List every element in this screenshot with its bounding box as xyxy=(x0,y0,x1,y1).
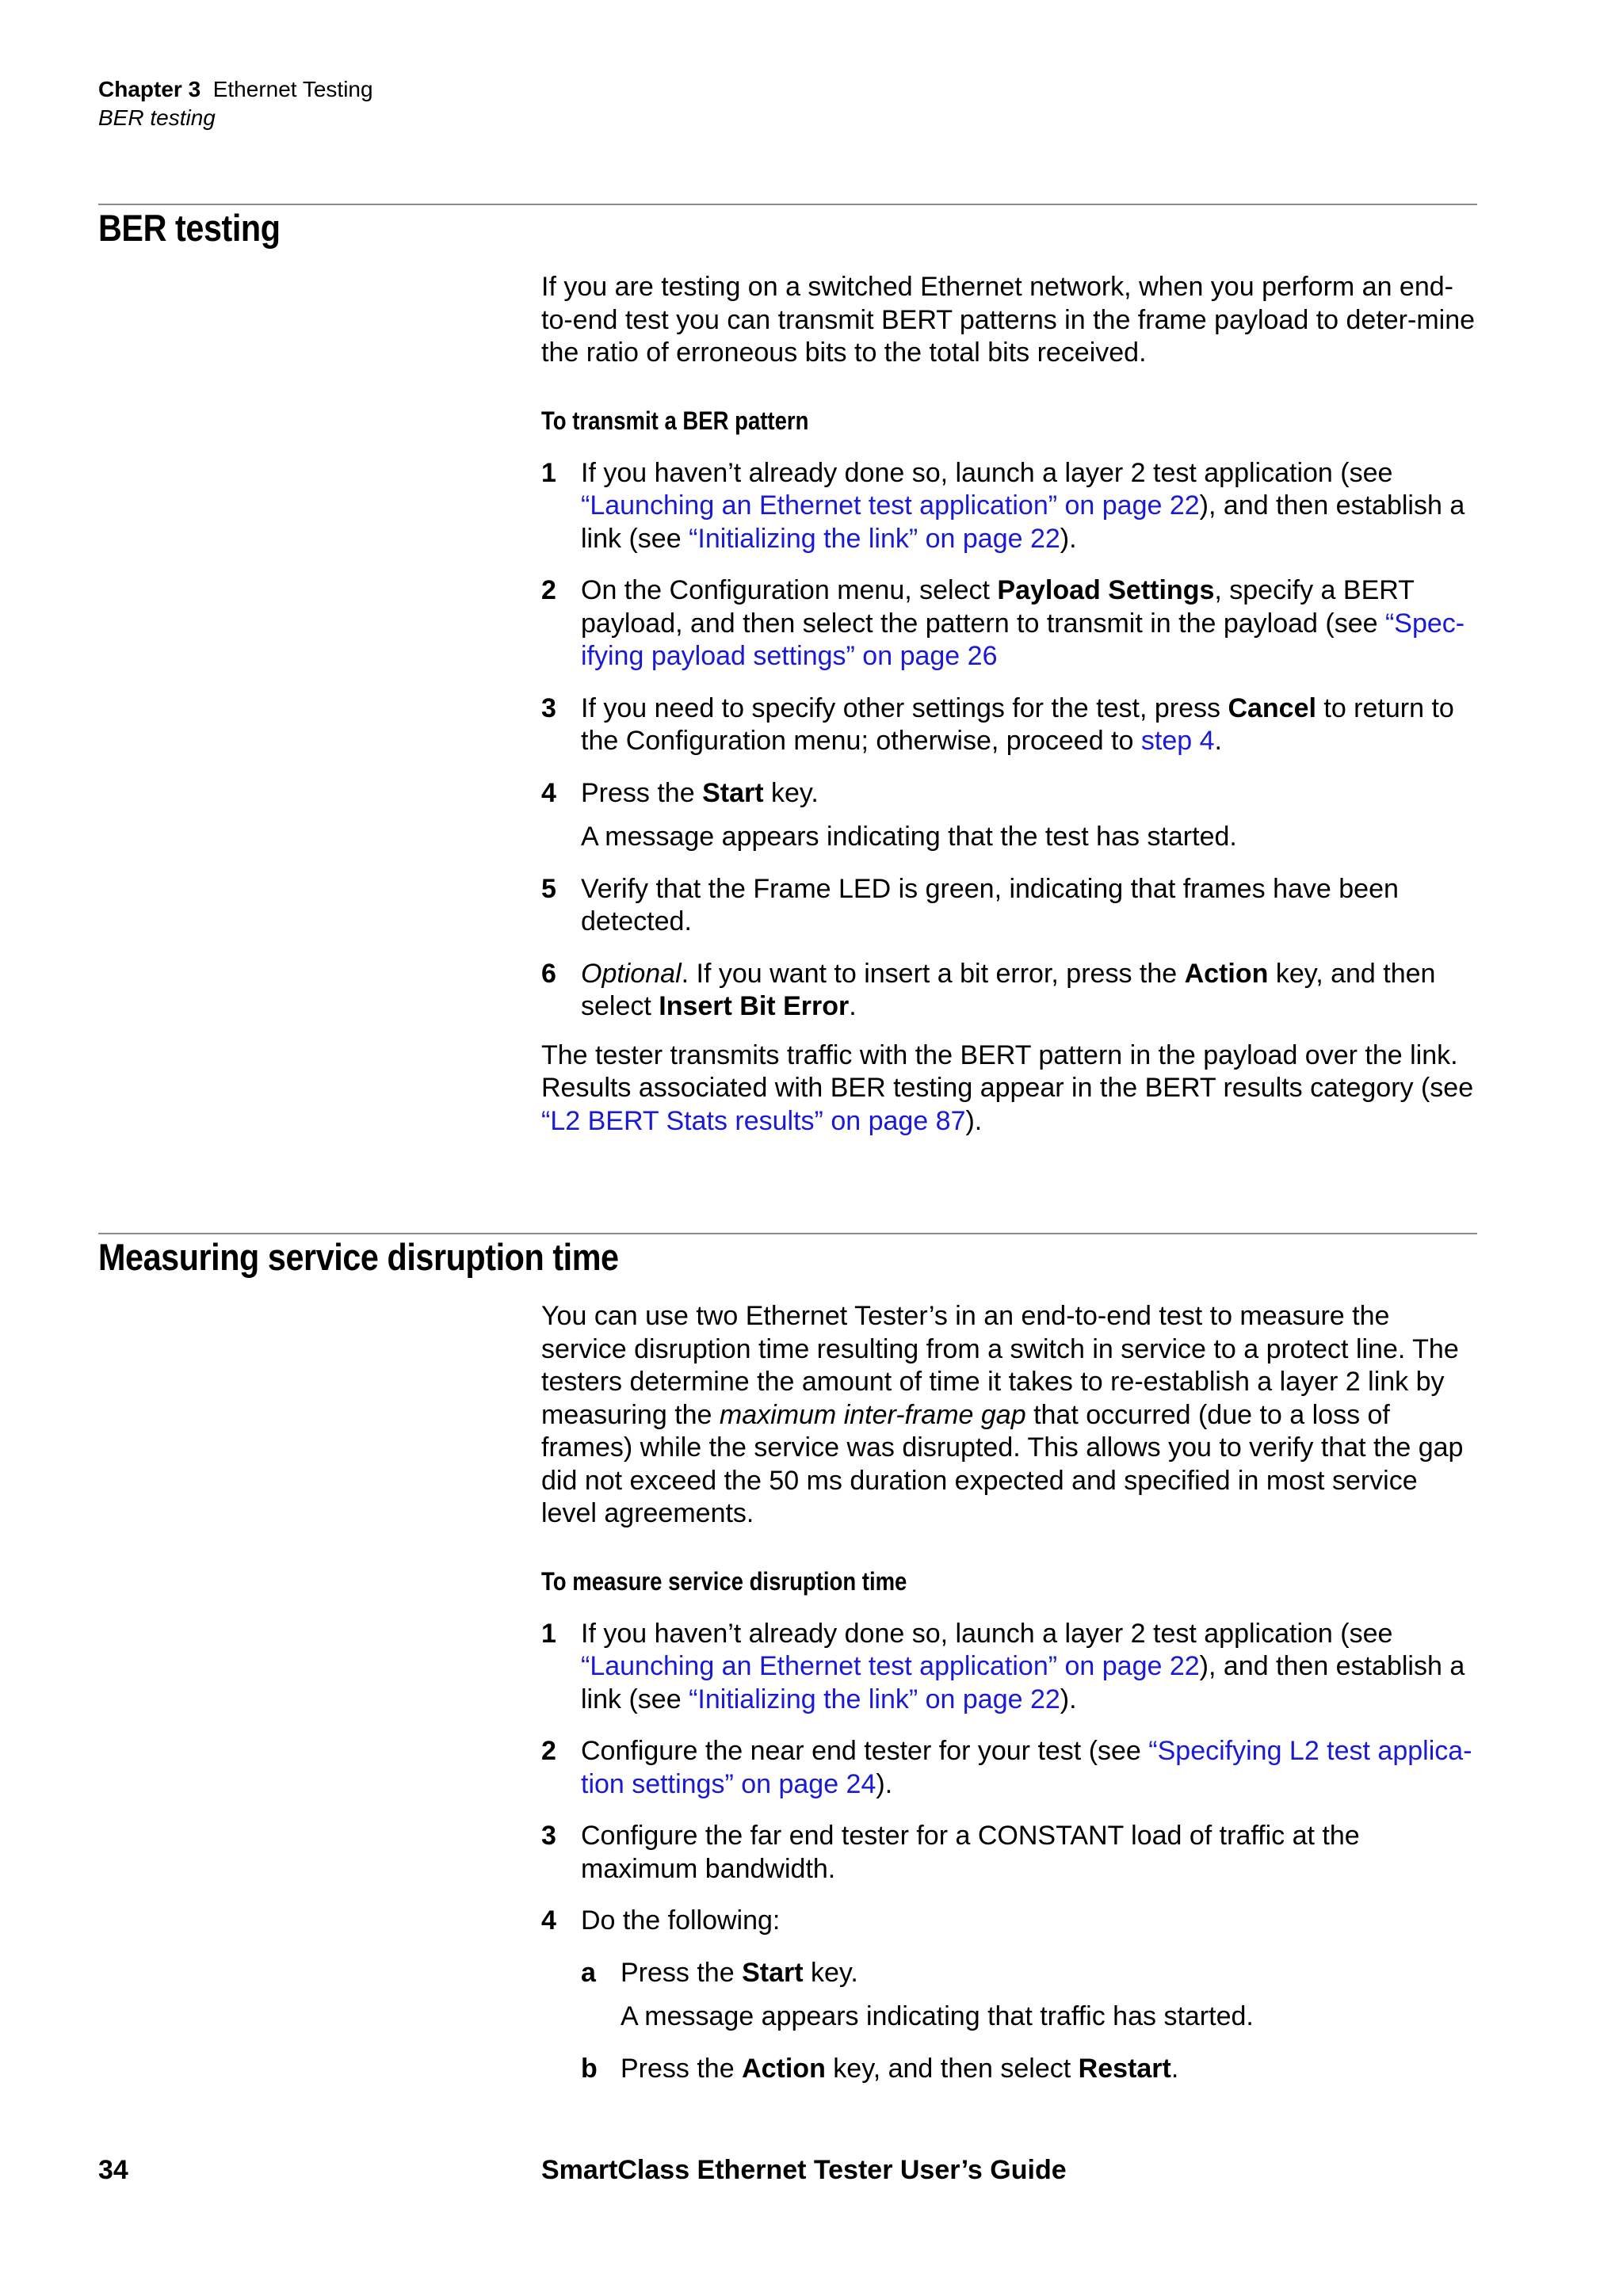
step-text: . If you want to insert a bit error, press the xyxy=(681,958,1185,989)
ber-section-body xyxy=(541,271,1477,1138)
step-text: , specify a BERT payload, and then select the pattern to transmit in the payload (see xyxy=(581,575,1415,639)
step-number: 1 xyxy=(541,457,556,488)
step-number: 4 xyxy=(541,777,556,808)
step-text: Verify that the Frame LED is green, indicating that frames have been detected. xyxy=(581,873,1399,936)
disruption-substep-list xyxy=(581,1957,1477,2086)
step-text: Configure the far end tester for a CONSTANT load of traffic at the maximum bandwidth. xyxy=(581,1821,1360,1884)
step-text: ), and then establish a link (see xyxy=(581,1651,1465,1714)
disruption-step-2 xyxy=(541,1735,1477,1801)
ber-step-list xyxy=(541,457,1477,1024)
step-result: A message appears indicating that the test has started. xyxy=(581,822,1237,852)
ber-procedure-title: To transmit a BER pattern xyxy=(541,406,809,435)
disruption-intro-paragraph xyxy=(541,1300,1477,1531)
step-number: 2 xyxy=(541,1736,556,1766)
paragraph-text: that occurred (due to a loss of frames) while the service was disrupted. This allows you to verify that the gap did not exceed the 50 ms duration expected and specified in most service level agreements. xyxy=(541,1399,1464,1528)
step-number: 2 xyxy=(541,575,556,605)
ber-step-3 xyxy=(541,692,1477,758)
link-l2-bert-stats-results[interactable]: “L2 BERT Stats results” on page 87 xyxy=(541,1105,966,1136)
link-specifying-payload-settings[interactable]: “Spec-ifying payload settings” on page 26 xyxy=(581,608,1465,671)
step-text: . xyxy=(849,991,857,1021)
paragraph-text: You can use two Ethernet Tester’s in an end-to-end test to measure the service disruption time resulting from a switch in service to a protect line. The testers determine the amount of time it takes to re-establish a layer 2 link by measuring the xyxy=(541,1301,1459,1430)
disruption-substep-b xyxy=(581,2053,1477,2086)
step-text: key. xyxy=(763,777,819,808)
step-text: ). xyxy=(876,1768,893,1799)
section-subtitle: BER testing xyxy=(98,105,216,130)
section-heading-service-disruption: Measuring service disruption time xyxy=(98,1236,619,1278)
link-initializing-the-link[interactable]: “Initializing the link” on page 22 xyxy=(689,1684,1060,1714)
step-text: key, and then select xyxy=(581,958,1436,1021)
emphasis-term: maximum inter-frame gap xyxy=(719,1399,1026,1430)
step-text: Do the following: xyxy=(581,1905,781,1936)
disruption-procedure-title: To measure service disruption time xyxy=(541,1566,907,1596)
ui-term-restart: Restart xyxy=(1078,2053,1171,2084)
substep-letter: b xyxy=(581,2053,598,2084)
section-divider xyxy=(98,204,1477,205)
optional-label: Optional xyxy=(581,958,682,989)
step-text: On the Configuration menu, select xyxy=(581,575,998,605)
running-header xyxy=(98,75,373,132)
step-number: 4 xyxy=(541,1905,556,1936)
link-initializing-the-link[interactable]: “Initializing the link” on page 22 xyxy=(689,523,1060,554)
ber-step-6 xyxy=(541,958,1477,1024)
step-text: key. xyxy=(803,1957,858,1988)
step-text: If you haven’t already done so, launch a layer 2 test application (see xyxy=(581,1618,1393,1649)
step-text: Configure the near end tester for your test (see xyxy=(581,1736,1149,1766)
disruption-step-3 xyxy=(541,1820,1477,1886)
disruption-section-body xyxy=(541,1300,1477,2104)
step-text: Press the xyxy=(621,2053,743,2084)
ber-step-1 xyxy=(541,457,1477,556)
section-heading-ber-testing: BER testing xyxy=(98,207,281,249)
ui-term-payload-settings: Payload Settings xyxy=(997,575,1215,605)
step-result: A message appears indicating that traffic has started. xyxy=(621,2001,1254,2031)
ber-intro-paragraph: If you are testing on a switched Ethernet network, when you perform an end-to-end test you can transmit BERT patterns in the frame payload to deter-mine the ratio of erroneous bits to the total bits received. xyxy=(541,272,1476,368)
step-number: 3 xyxy=(541,1821,556,1851)
step-text: ). xyxy=(1060,523,1077,554)
step-number: 3 xyxy=(541,692,556,723)
step-number: 1 xyxy=(541,1618,556,1649)
link-step-4[interactable]: step 4 xyxy=(1140,726,1215,756)
disruption-step-1 xyxy=(541,1618,1477,1717)
chapter-title: Ethernet Testing xyxy=(212,77,373,101)
chapter-label: Chapter 3 xyxy=(98,77,201,101)
section-divider xyxy=(98,1233,1477,1234)
step-text: If you need to specify other settings for the test, press xyxy=(581,692,1228,723)
link-launching-ethernet-test-app[interactable]: “Launching an Ethernet test application” on page 22 xyxy=(581,1651,1200,1681)
step-number: 5 xyxy=(541,873,556,904)
ber-step-4 xyxy=(541,777,1477,854)
page-number: 34 xyxy=(98,2155,128,2185)
disruption-substep-a xyxy=(581,1957,1477,2034)
paragraph-text: The tester transmits traffic with the BERT pattern in the payload over the link. Results associated with BER testing appear in the BERT results category (see xyxy=(541,1039,1474,1103)
step-text: ), and then establish a link (see xyxy=(581,490,1465,554)
ber-closing-paragraph xyxy=(541,1039,1477,1138)
ui-term-start: Start xyxy=(742,1957,804,1988)
substep-letter: a xyxy=(581,1957,596,1988)
ber-step-5 xyxy=(541,873,1477,939)
step-text: . xyxy=(1214,726,1222,756)
step-text: . xyxy=(1170,2053,1179,2084)
step-number: 6 xyxy=(541,958,556,989)
ui-term-start: Start xyxy=(702,777,764,808)
step-text: Press the xyxy=(621,1957,743,1988)
disruption-step-4 xyxy=(541,1905,1477,2085)
ber-step-2 xyxy=(541,574,1477,673)
ui-term-action: Action xyxy=(742,2053,826,2084)
link-specifying-l2-test-app-settings[interactable]: “Specifying L2 test applica-tion settings” on page 24 xyxy=(581,1736,1472,1799)
disruption-step-list xyxy=(541,1618,1477,2086)
paragraph-text: ). xyxy=(965,1105,983,1136)
ui-term-insert-bit-error: Insert Bit Error xyxy=(659,991,850,1021)
ui-term-action: Action xyxy=(1184,958,1269,989)
book-title: SmartClass Ethernet Tester User’s Guide xyxy=(541,2155,1067,2185)
link-launching-ethernet-test-app[interactable]: “Launching an Ethernet test application” on page 22 xyxy=(581,490,1200,521)
ui-term-cancel: Cancel xyxy=(1228,692,1316,723)
step-text: to return to the Configuration menu; otherwise, proceed to xyxy=(581,692,1454,756)
step-text: Press the xyxy=(581,777,703,808)
step-text: key, and then select xyxy=(825,2053,1079,2084)
step-text: If you haven’t already done so, launch a layer 2 test application (see xyxy=(581,457,1393,488)
step-text: ). xyxy=(1060,1684,1077,1714)
